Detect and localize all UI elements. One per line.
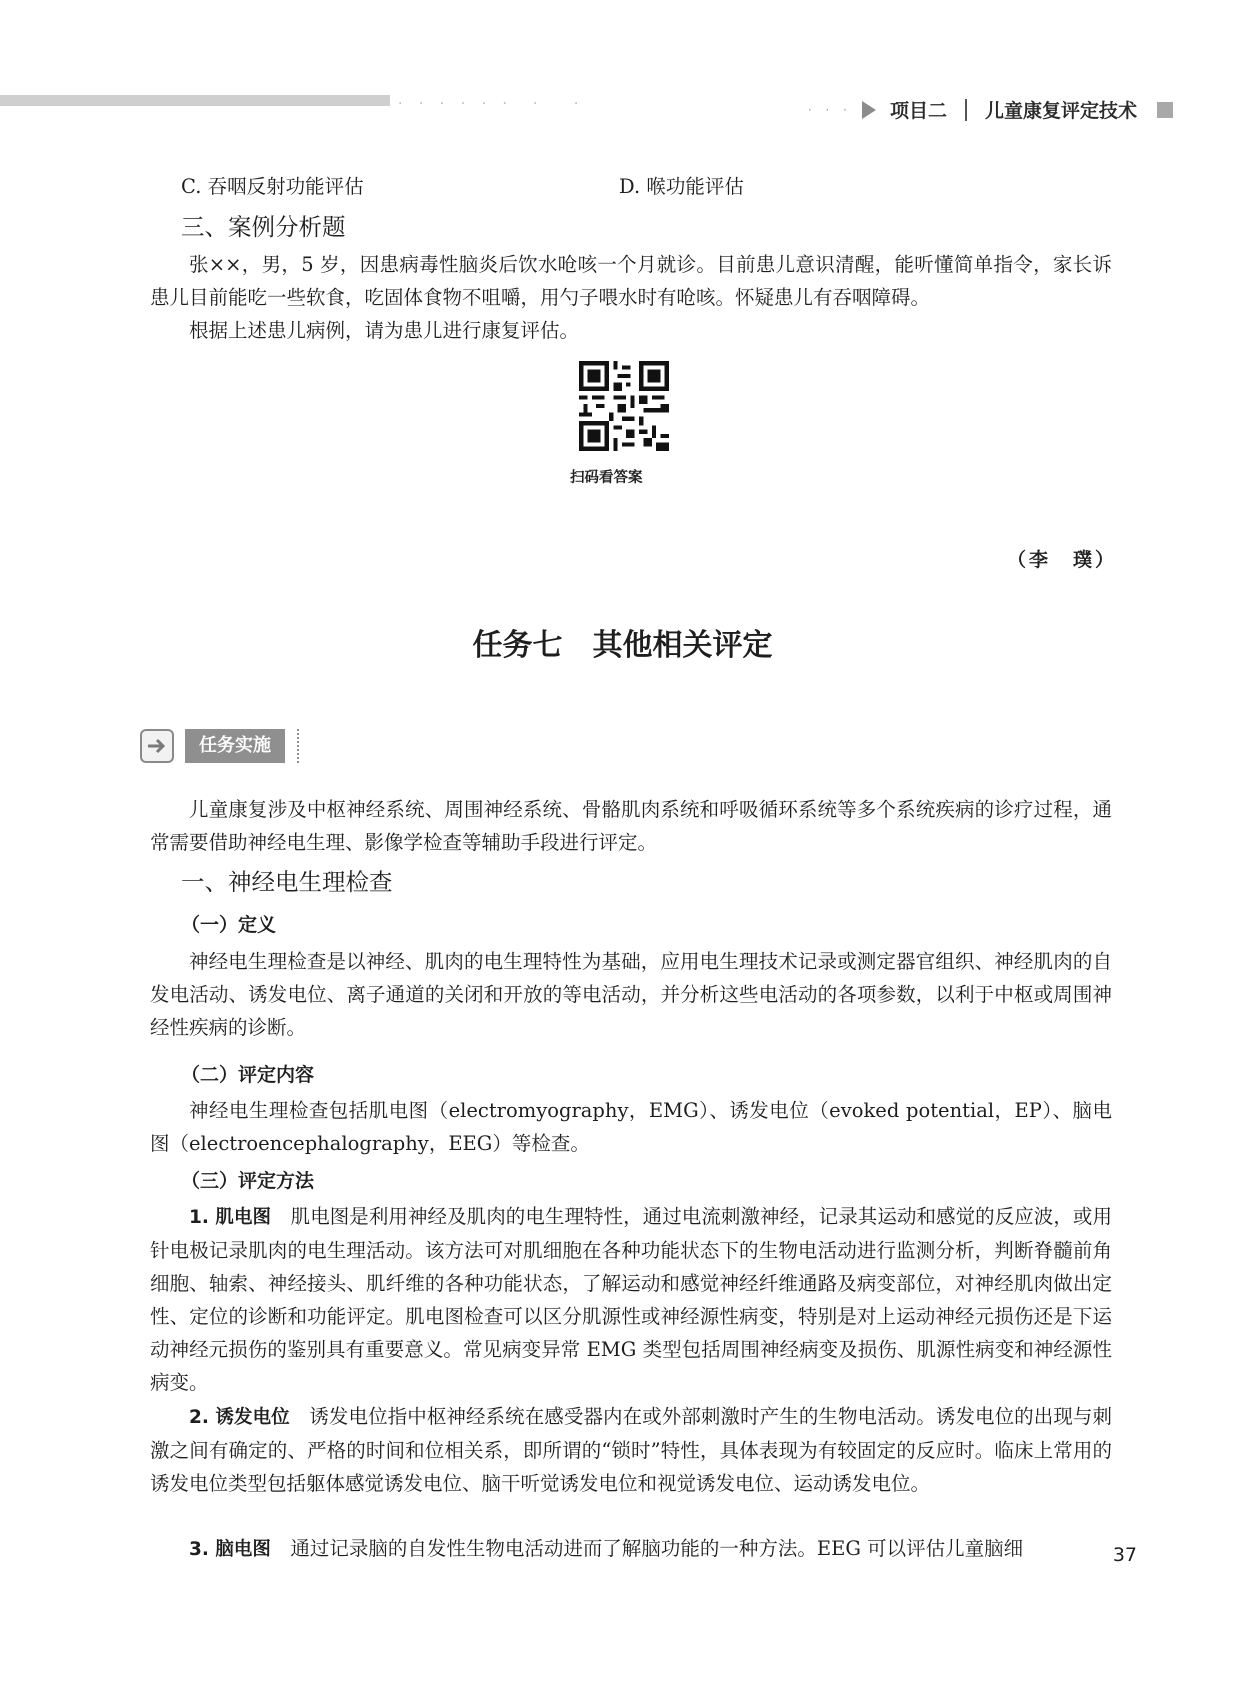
emg-text: 肌电图是利用神经及肌肉的电生理特性，通过电流刺激神经，记录其运动和感觉的反应波，或用针电极记录肌肉的电生理活动。该方法可对肌细胞在各种功能状态下的生物电活动进行监测分析，判断脊髓前角细胞、轴索、神经接头、肌纤维的各种功能状态，了解运动和感觉神经纤维通路及病变部位，对神经肌肉做出定性、定位的诊断和功能评定。肌电图检查可以区分肌源性或神经源性病变，特别是对上运动神经元损伤还是下运动神经元损伤的鉴别具有重要意义。常见病变异常 EMG 类型包括周围神经病变及损伤、肌源性病变和神经源性病变。: [150, 1205, 1112, 1394]
definition-paragraph: 神经电生理检查是以神经、肌肉的电生理特性为基础，应用电生理技术记录或测定器官组织、神经肌肉的自发电活动、诱发电位、离子通道的关闭和开放的等电活动，并分析这些电活动的各项参数，以利于中枢或周围神经性疾病的诊断。: [150, 950, 1112, 1039]
case-heading: 三、案例分析题: [181, 213, 346, 241]
header-title: 儿童康复评定技术: [984, 100, 1137, 122]
emg-label: 1. 肌电图: [189, 1207, 272, 1228]
ep-label: 2. 诱发电位: [189, 1407, 290, 1428]
header-dots: · · · · · · · ·: [398, 96, 585, 112]
qr-code-image: [579, 361, 669, 451]
header-project: 项目二: [889, 100, 947, 122]
eeg-label: 3. 脑电图: [189, 1539, 271, 1560]
page-number: 37: [1112, 1544, 1137, 1566]
arrow-box-icon: [140, 729, 174, 763]
header-square-icon: [1157, 102, 1173, 118]
subheading-content: （二）评定内容: [181, 1064, 315, 1086]
option-c: C. 吞咽反射功能评估: [181, 175, 364, 198]
content-paragraph: 神经电生理检查包括肌电图（electromyography，EMG）、诱发电位（evoked potential，EP）、脑电图（electroencephalography，EEG）等检查。: [150, 1099, 1112, 1155]
subheading-method: （三）评定方法: [181, 1170, 315, 1192]
case-paragraph-2: 根据上述患儿病例，请为患儿进行康复评估。: [189, 319, 580, 342]
ep-text: 诱发电位指中枢神经系统在感受器内在或外部刺激时产生的生物电活动。诱发电位的出现与刺激之间有确定的、严格的时间和位相关系，即所谓的“锁时”特性，具体表现为有较固定的反应时。临床上常用的诱发电位类型包括躯体感觉诱发电位、脑干听觉诱发电位和视觉诱发电位、运动诱发电位。: [150, 1405, 1112, 1495]
badge-dotted-edge: [297, 729, 303, 763]
section-heading-1: 一、神经电生理检查: [181, 868, 393, 896]
task-implementation-badge: 任务实施: [185, 729, 285, 763]
arrow-right-icon: [862, 101, 876, 119]
header-divider: [965, 99, 967, 121]
ep-paragraph: [150, 1400, 1112, 1500]
intro-paragraph: 儿童康复涉及中枢神经系统、周围神经系统、骨骼肌肉系统和呼吸循环系统等多个系统疾病的诊疗过程，通常需要借助神经电生理、影像学检查等辅助手段进行评定。: [150, 798, 1112, 854]
task-title: 任务七 其他相关评定: [472, 628, 773, 663]
author: （李 璞）: [1006, 549, 1117, 571]
running-header: [808, 96, 1173, 123]
header-gray-bar: [0, 95, 390, 106]
qr-caption: 扫码看答案: [570, 470, 643, 486]
subheading-definition: （一）定义: [181, 914, 277, 936]
eeg-text: 通过记录脑的自发性生物电活动进而了解脑功能的一种方法。EEG 可以评估儿童脑细: [290, 1537, 1024, 1560]
option-d: D. 喉功能评估: [619, 175, 744, 198]
eeg-paragraph: [150, 1532, 1112, 1566]
case-paragraph-1: 张××，男，5 岁，因患病毒性脑炎后饮水呛咳一个月就诊。目前患儿意识清醒，能听懂简单指令，家长诉患儿目前能吃一些软食，吃固体食物不咀嚼，用勺子喂水时有呛咳。怀疑患儿有吞咽障碍。: [150, 253, 1112, 309]
emg-paragraph: [150, 1200, 1112, 1399]
header-small-dots: · · ·: [807, 102, 852, 117]
